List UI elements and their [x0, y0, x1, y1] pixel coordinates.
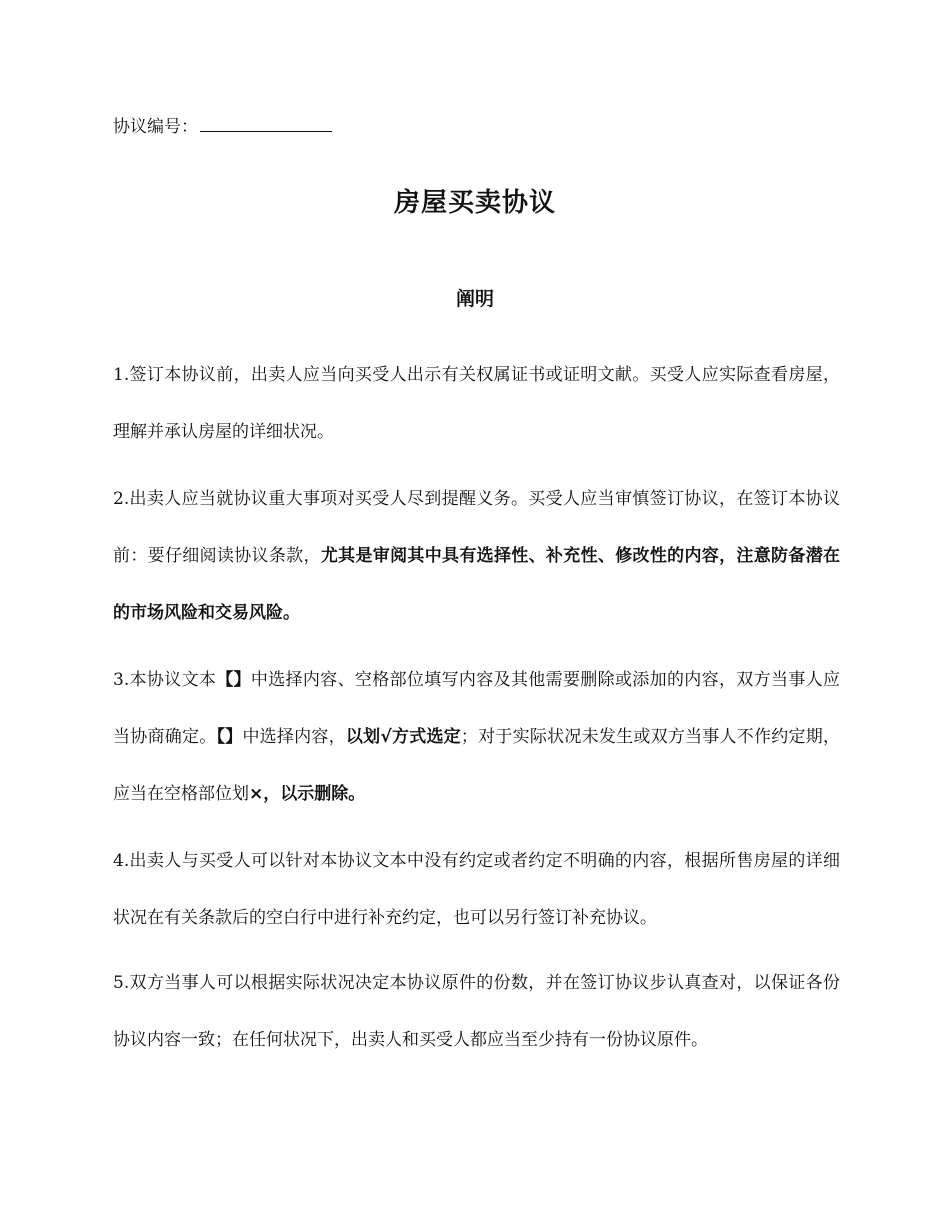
- paragraph-3-bracket-2: 【】: [216, 727, 243, 747]
- paragraph-2-text: 2.出卖人应当就协议重大事项对买受人尽到提醒义务。买受人应当审慎签订协议，在签订本协议前：要仔细阅读协议条款，: [113, 489, 840, 566]
- agreement-number-blank: [200, 113, 332, 132]
- paragraph-3: [113, 652, 840, 823]
- agreement-number-label: 协议编号：: [113, 117, 198, 137]
- paragraph-2-bold-text: 尤其是审阅其中具有选择性、补充性、修改性的内容，注意防备潜在的市场风险和交易风险。: [113, 546, 841, 623]
- paragraph-3-text-1: 3.本协议文本: [113, 670, 217, 690]
- agreement-number-line: [113, 113, 332, 140]
- paragraph-4: [113, 833, 840, 947]
- paragraph-3-text-4: ；对于实际状况未发生或双方当事人不作约定期，应当在空格部位划: [113, 727, 840, 804]
- paragraph-2: [113, 471, 840, 642]
- paragraph-5: [113, 955, 840, 1069]
- paragraph-3-text-2: 中选择内容、空格部位填写内容及其他需要删除或添加的内容，双方当事人应当协商确定。: [113, 670, 840, 747]
- paragraph-3-bracket-1: 【】: [216, 670, 251, 690]
- paragraph-3-bold-check: 以划√方式选定: [345, 727, 461, 747]
- paragraph-3-bold-delete: ×，以示删除。: [249, 784, 366, 804]
- paragraph-1: [113, 347, 840, 461]
- paragraph-5-text: 5.双方当事人可以根据实际状况决定本协议原件的份数，并在签订协议步认真查对，以保证各份协议内容一致；在任何状况下，出卖人和买受人都应当至少持有一份协议原件。: [113, 973, 840, 1050]
- paragraph-1-text: 1.签订本协议前，出卖人应当向买受人出示有关权属证书或证明文献。买受人应实际查看房屋，理解并承认房屋的详细状况。: [113, 365, 840, 442]
- paragraph-4-text: 4.出卖人与买受人可以针对本协议文本中没有约定或者约定不明确的内容，根据所售房屋的详细状况在有关条款后的空白行中进行补充约定，也可以另行签订补充协议。: [113, 851, 840, 928]
- section-heading: 阐明: [455, 288, 494, 310]
- document-title: 房屋买卖协议: [393, 188, 556, 218]
- paragraph-3-text-3: 中选择内容，: [242, 727, 346, 747]
